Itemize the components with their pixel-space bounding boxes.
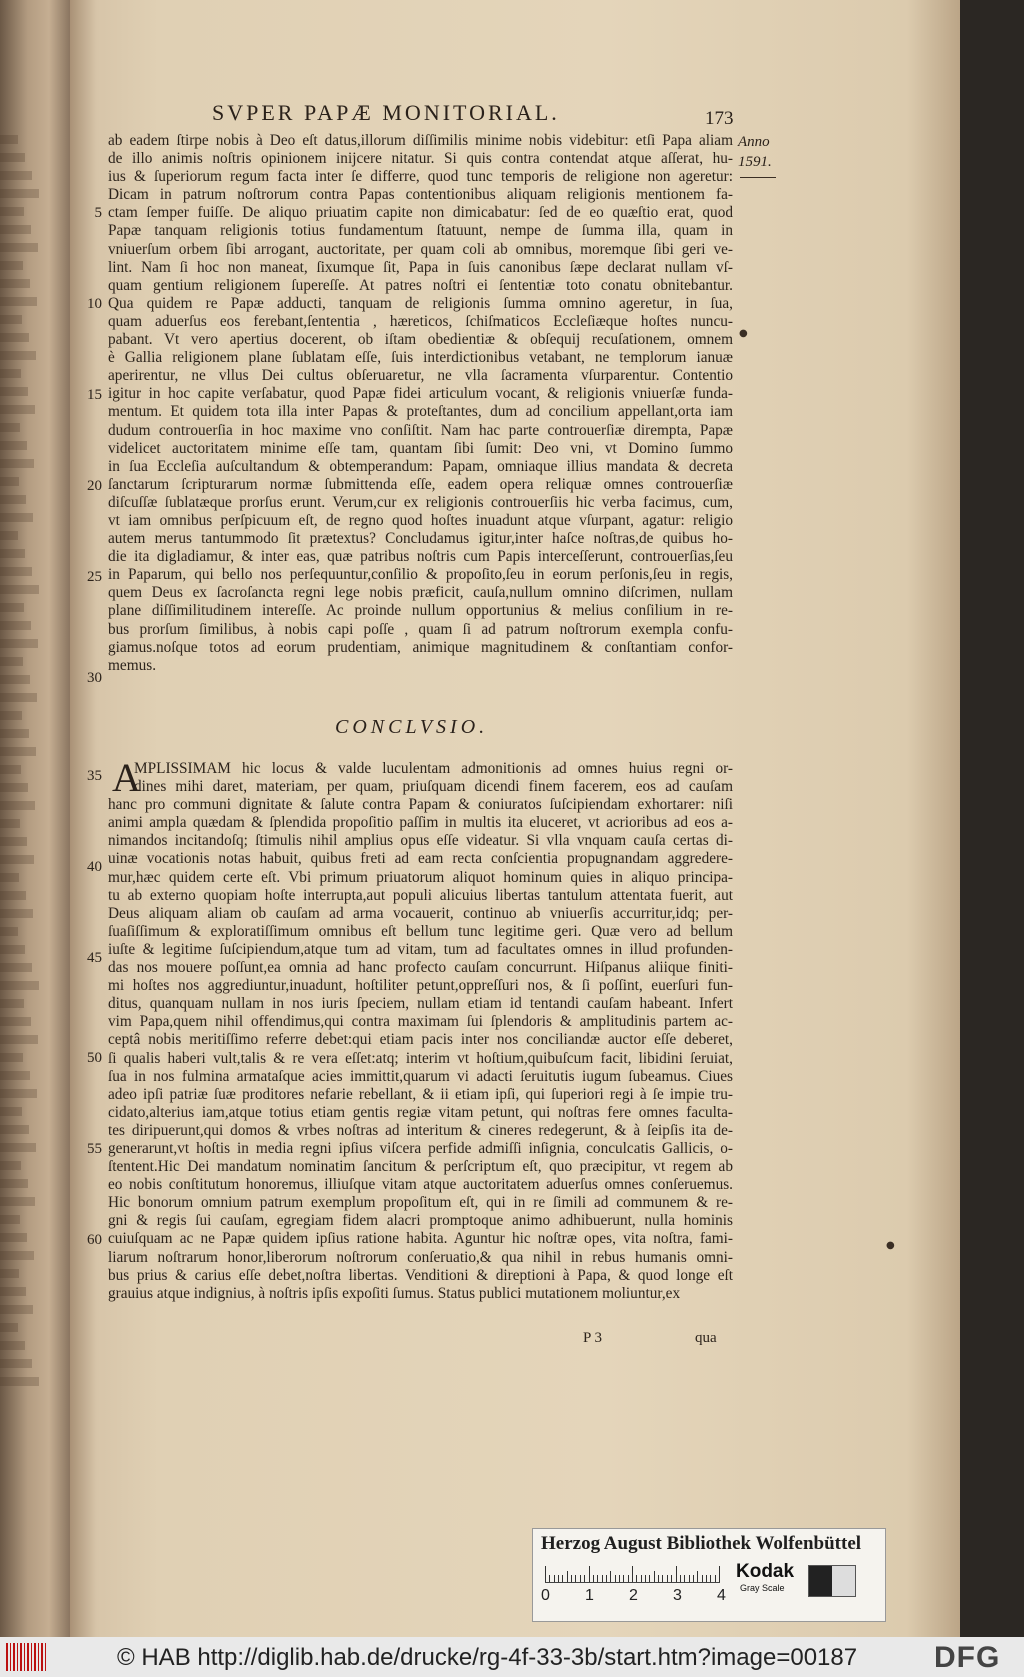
ruler-tick (584, 1575, 585, 1582)
gray-patch (808, 1565, 856, 1597)
text-line: plane diſſimilitudinem intereſſe. Ac proinde nullum opportunius & melius conſilium in re- (108, 602, 733, 620)
source-url[interactable]: © HAB http://diglib.hab.de/drucke/rg-4f-33-3b/start.htm?image=00187 (117, 1644, 858, 1671)
bleed-through-mark (0, 657, 23, 666)
text-line: vniuerſum orbem ſibi arrogant, auctoritate, per quam coli ab omnibus, moremque ſibi geri ve- (108, 240, 733, 258)
bleed-through-mark (0, 441, 27, 450)
bleed-through-mark (0, 693, 37, 702)
text-line: die ita digladiamur, & inter eas, quæ patribus noſtris cum Papis interceſſerunt, controuerſias,ſeu (108, 548, 733, 566)
bleed-through-mark (0, 549, 25, 558)
dfg-logo: DFG (934, 1641, 1001, 1674)
ruler-tick (702, 1575, 703, 1582)
bleed-through-mark (0, 1053, 23, 1062)
line-number: 45 (87, 950, 102, 966)
bleed-through-mark (0, 387, 28, 396)
bleed-through-mark (0, 1377, 39, 1386)
ruler-tick (632, 1566, 633, 1582)
ruler-tick (658, 1575, 659, 1582)
bleed-through-mark (0, 999, 24, 1008)
line-number: 25 (87, 569, 102, 585)
text-line: cuiuſquam ac ne Papæ quidem ipſius ratione habita. Aguntur hic noſtræ opes, vita noſtra, fami- (108, 1230, 733, 1248)
text-line: liarum noſtrarum honor,liberorum noſtrorum conſeruatio,& qua nihil in rebus humanis omni- (108, 1248, 733, 1266)
text-line: diſcuſſæ ſublatæque prorſus erunt. Verum,cur ex religionis controuerſiis hic verba facimus, cum, (108, 493, 733, 511)
text-line: Dicam in patrum noſtrorum contra Papas contentionibus aliquam religionis mentionem fa- (108, 186, 733, 204)
bleed-through-mark (0, 1341, 25, 1350)
bleed-through-mark (0, 531, 18, 540)
bleed-through-mark (0, 297, 37, 306)
bleed-through-mark (0, 981, 39, 990)
text-line: lint. Nam ſi hoc non maneat, ſixumque ſit, Papa in ſuis canonibus ſæpe declarat nullam vſ- (108, 258, 733, 276)
bleed-through-mark (0, 153, 25, 162)
ruler-tick (580, 1575, 581, 1582)
kodak-logo: Kodak (736, 1561, 795, 1582)
bleed-through-mark (0, 1197, 35, 1206)
text-line: quem Deus ex ſacroſancta regni lege nobis præficit, cauſa,nullum omnino diſcrimen, nullam (108, 584, 733, 602)
body-text-part-2 (108, 755, 733, 1303)
ruler-tick (636, 1575, 637, 1582)
bleed-through-mark (0, 1125, 29, 1134)
ruler-tick (619, 1575, 620, 1582)
barcode-icon (6, 1643, 48, 1671)
text-line: bus prius & carius eſſe debet,noſtra libertas. Venditioni & direptioni à Papa, & quod longe eſt (108, 1266, 733, 1284)
text-line: ſi qualis haberi vult,talis & re vera eſſet:atq; interim vt hoſtium,quibuſcum facit, libidini ſeruiat, (108, 1049, 733, 1067)
line-number: 20 (87, 478, 102, 494)
ruler-tick (710, 1575, 711, 1582)
gray-scale-label: Gray Scale (740, 1583, 785, 1593)
bleed-through-mark (0, 495, 26, 504)
bleed-through-mark (0, 711, 22, 720)
bleed-through-mark (0, 1089, 37, 1098)
text-line: Qua quidem re Papæ adducti, tanquam de religionis ſumma omnino ageretur, in ſua, (108, 294, 733, 312)
bleed-through-mark (0, 1215, 20, 1224)
viewer-footer (0, 1637, 1024, 1677)
bleed-through-mark (0, 243, 38, 252)
text-line: pabant. Vt vero apertius docerent, ob iſtam obedientiæ & obſequij recuſationem, omnem (108, 331, 733, 349)
ruler-tick (610, 1571, 611, 1582)
line-number: 5 (94, 205, 102, 221)
ruler-tick (706, 1575, 707, 1582)
text-line: in Paparum, qui bello nos perſequuntur,conſilio & propoſito,ſeu in eorum perſonis,ſeu in regis, (108, 566, 733, 584)
bleed-through-mark (0, 783, 28, 792)
bleed-through-mark (0, 171, 32, 180)
bleed-through-mark (0, 333, 29, 342)
bleed-through-mark (0, 1287, 26, 1296)
ruler-tick (645, 1575, 646, 1582)
text-line: uinæ vocationis notas habuit, quibus freti ad eam recta conſcientia propugnandam aggredere- (108, 850, 733, 868)
ruler-tick (641, 1575, 642, 1582)
text-line: ditus, quanquam nullam in nos iuris ſpeciem, nullam etiam id tentandi cauſam habeant. Infert (108, 995, 733, 1013)
text-line: Deus aliquam aliam ob cauſam ad arma vocauerit, continuo ab vniuerſis accurritur,idq; per- (108, 904, 733, 922)
bleed-through-mark (0, 873, 19, 882)
facing-page-edge (0, 0, 70, 1637)
text-line: de illo animis noſtris opinionem inijcere nitatur. Si quis contra contendat atque aſſerat, hu- (108, 150, 733, 168)
bleed-through-mark (0, 1071, 30, 1080)
ruler-tick (606, 1575, 607, 1582)
text-line: cidato,alterius iam,atque totius etiam gentis regiæ vitam petunt, qui noſtras fere omnes faculta- (108, 1103, 733, 1121)
text-line: ceptâ nobis meritiſſimo referre debet:qui etiam pacis inter nos conciliandæ auctor eſſe deberet, (108, 1031, 733, 1049)
bleed-through-mark (0, 135, 18, 144)
text-line: ab eadem ſtirpe nobis à Deo eſt datus,illorum diſſimilis minime nobis videbitur: etſi Papa aliam (108, 132, 733, 149)
ruler-tick (671, 1575, 672, 1582)
bleed-through-mark (0, 1323, 18, 1332)
ruler-tick (715, 1575, 716, 1582)
ruler-tick (602, 1575, 603, 1582)
text-line: ſuaſiſſimum & exploratiſſimum omnibus eſt bellum tunc legitime geri. Quæ vero ad bellum (108, 922, 733, 940)
catchword: qua (695, 1330, 717, 1346)
ruler-tick (575, 1575, 576, 1582)
text-line: gni & regis ſui cauſam, egregiam fidem alacri promptoque animo adhibuerunt, nulla hominis (108, 1212, 733, 1230)
margin-mark: ● (739, 328, 748, 339)
text-line: mi hoſtes nos aggrediuntur,inuadunt, hoſtiliter petunt,oppreſſuri nos, & ſi poſſint, euerſuri fun- (108, 977, 733, 995)
bleed-through-mark (0, 567, 32, 576)
text-line: ſanctarum ſcripturarum normæ ſubmittenda eſſe, eadem opera reliquæ omnes controuerſiæ (108, 475, 733, 493)
ruler-tick (719, 1566, 720, 1582)
bleed-through-mark (0, 675, 30, 684)
text-line: eo nobis conſtitutum honoremus, illiuſque vitam atque auctoritatem aduerſus omnes conſeruemus. (108, 1176, 733, 1194)
text-line: autem merus tantummodo ſit prætextus? Concludamus igitur,inter haſce noſtras,de quibus ho- (108, 530, 733, 548)
text-line: grauius atque indignius, à noſtris ipſis expoſiti ſumus. Status publici mutationem moliuntur,ex (108, 1284, 681, 1302)
ruler-tick (680, 1575, 681, 1582)
bleed-through-mark (0, 945, 25, 954)
text-line: è Gallia religionem plane ſublatam eſſe, ſuis interdictionibus vetabant, ne templorum ianuæ (108, 349, 733, 367)
bleed-through-mark (0, 927, 18, 936)
text-line: animi ampla quædam & ſplendida propoſitio paſſim in multis ita eluceret, vt acrioribus ad eos a- (108, 814, 733, 832)
ruler-tick (623, 1575, 624, 1582)
margin-note-year (738, 132, 788, 172)
ruler-tick (593, 1575, 594, 1582)
ruler-tick (571, 1575, 572, 1582)
bleed-through-mark (0, 1035, 38, 1044)
ruler-number: 3 (673, 1587, 682, 1604)
margin-mark: ● (886, 1240, 895, 1251)
line-number: 60 (87, 1232, 102, 1248)
line-number: 40 (87, 859, 102, 875)
text-line: aperirentur, ne vllus Dei cultus obſeruaretur, ne vlla ſacramenta vſurparentur. Contentio (108, 367, 733, 385)
text-line: nimandos incitandoſq; ſtimulis nihil amplius opus eſſe videatur. Si vlla vnquam cauſa certas di- (108, 832, 733, 850)
ruler-tick (597, 1575, 598, 1582)
bleed-through-mark (0, 603, 24, 612)
text-line: memus. (108, 656, 157, 674)
margin-anno: Anno (738, 134, 770, 150)
bleed-through-mark (0, 315, 22, 324)
bleed-through-mark (0, 207, 24, 216)
bleed-through-mark (0, 1233, 27, 1242)
bleed-through-mark (0, 513, 33, 522)
scale-ruler (545, 1564, 720, 1583)
text-line: hanc pro communi dignitate & ſalute contra Papam & coniuratos ſuſcipiendam exhortarer: niſi (108, 796, 733, 814)
ruler-tick (667, 1575, 668, 1582)
text-line: iuſte & legitime ſuſcipiendum,atque tum ad vitam, tum ad facultates omnes in illud profunden- (108, 940, 733, 958)
ruler-tick (654, 1571, 655, 1582)
text-line: vim Papa,quem nihil offendimus,qui contra maximam ſui ſplendoris & amplitudinis partem ac- (108, 1013, 733, 1031)
bleed-through-mark (0, 351, 36, 360)
bleed-through-mark (0, 279, 30, 288)
drop-capital: A (112, 755, 141, 800)
ruler-tick (615, 1575, 616, 1582)
text-line: mur,hæc quidem certe eſt. Vbi primum priuatorum aliquot hominum quies in aliquo principa- (108, 868, 733, 886)
color-scale-card (532, 1528, 886, 1622)
ruler-tick (697, 1571, 698, 1582)
bleed-through-mark (0, 477, 19, 486)
line-number: 55 (87, 1141, 102, 1157)
text-line: dudum controuerſia in hoc maxime vno conſiſtit. Nam hac parte controuerſiæ dirempta, Papæ (108, 421, 733, 439)
ruler-number: 0 (541, 1587, 550, 1604)
line-number: 10 (87, 296, 102, 312)
ruler-tick (628, 1575, 629, 1582)
bleed-through-mark (0, 963, 32, 972)
ruler-tick (558, 1575, 559, 1582)
bleed-through-mark (0, 621, 31, 630)
bleed-through-mark (0, 1107, 22, 1116)
text-line: dines mihi daret, materiam, per quam, priuſquam dicendi finem facerem, eos ad cauſam (134, 778, 733, 796)
ruler-tick (649, 1575, 650, 1582)
bleed-through-mark (0, 1359, 32, 1368)
text-line: quam gentium religionem ſupereſſe. At patres noſtri ei ſententiæ toto conatu obnitebantur. (108, 276, 733, 294)
bleed-through-mark (0, 855, 34, 864)
bleed-through-mark (0, 1269, 19, 1278)
bleed-through-mark (0, 819, 20, 828)
ruler-tick (689, 1575, 690, 1582)
ruler-tick (676, 1566, 677, 1582)
text-line: Papæ tanquam religionis totius fundamentum ſtatuunt, nempe de ſumma illa, quam in (108, 222, 733, 240)
bleed-through-mark (0, 801, 35, 810)
ruler-tick (589, 1566, 590, 1582)
text-line: videlicet auctoritatem minime eſſe tam, quantam ſibi ſumit: Deo vni, vt Domino ſummo (108, 439, 733, 457)
text-line: MPLISSIMAM hic locus & valde luculentam admonitionis ad omnes huius regni or- (134, 760, 733, 777)
bleed-through-mark (0, 1305, 33, 1314)
ruler-number: 1 (585, 1587, 594, 1604)
bleed-through-mark (0, 837, 27, 846)
bleed-through-mark (0, 225, 31, 234)
library-name: Herzog August Bibliothek Wolfenbüttel (541, 1533, 862, 1554)
ruler-number: 2 (629, 1587, 638, 1604)
text-line: in ſua Eccleſia auſcultandum & obtemperandum: Papam, omniaque illius mandata & decreta (108, 457, 733, 475)
text-line: Hic bonorum omnium patrum exemplum propoſitum eſt, qui in re ſimili ad communem & re- (108, 1194, 733, 1212)
text-line: giamus.noſque totos ad eorum prudentiam, animique magnitudinem & conſtantiam confor- (108, 638, 733, 656)
line-number: 35 (87, 768, 102, 784)
ruler-tick (567, 1571, 568, 1582)
bleed-through-mark (0, 639, 38, 648)
scan-background (960, 0, 1024, 1637)
line-number: 15 (87, 387, 102, 403)
text-line: generarunt,vt hoſtis in media regni ipſius viſcera perfide admiſſi inſignia, conculcatis Gallicis, o- (108, 1139, 733, 1157)
text-line: quam aduerſus eos ferebant,ſententia , hæreticos, ſchiſmaticos Eccleſiæque hoſtes nuncu- (108, 312, 733, 330)
bleed-through-mark (0, 909, 33, 918)
bleed-through-mark (0, 261, 23, 270)
line-number: 50 (87, 1050, 102, 1066)
text-line: bus prorſum ſimilibus, à nobis capi poſſe , quam ſi ad patrum noſtrorum exempla confu- (108, 620, 733, 638)
text-line: tu ab externo quopiam hoſte interrupta,aut populi alicuius libertas tantulum attentata fuerit, aut (108, 886, 733, 904)
bleed-through-mark (0, 189, 39, 198)
text-line: vt iam omnibus perſpicuum eſt, de regno quod hoſtes inuadunt atque vſurpant, agatur: religio (108, 511, 733, 529)
running-head: SVPER PAPÆ MONITORIAL. (212, 100, 560, 125)
bleed-through-mark (0, 585, 39, 594)
ruler-tick (662, 1575, 663, 1582)
body-text-part-1 (108, 132, 733, 675)
line-number: 30 (87, 670, 102, 686)
ruler-tick (549, 1575, 550, 1582)
bleed-through-mark (0, 747, 36, 756)
ruler-tick (693, 1575, 694, 1582)
ruler-tick (684, 1575, 685, 1582)
bleed-through-mark (0, 729, 29, 738)
section-heading: CONCLVSIO. (335, 716, 489, 738)
bleed-through-mark (0, 369, 21, 378)
ruler-tick (562, 1575, 563, 1582)
text-line: tes diripuerunt,qui domos & vrbes noſtras ad interitum & cineres redegerunt, & à ſeipſis ita de- (108, 1121, 733, 1139)
text-line: ſtentent.Hic Dei mandatum nominatim ſancitum & perſcriptum eſt, quo præcipitur, vt regem ab (108, 1158, 733, 1176)
ruler-tick (545, 1566, 546, 1582)
text-line: mentum. Et quidem tota illa inter Papas & proteſtantes, dum ad concilium appellant,orta iam (108, 403, 733, 421)
bleed-through-mark (0, 1251, 34, 1260)
ruler-number: 4 (717, 1587, 726, 1604)
margin-year: 1591. (738, 154, 772, 170)
bleed-through-mark (0, 891, 26, 900)
text-line: ſua in nos fulmina armataſque acies immittit,quarum vi adacti ſeruitutis iugum ſubeamus. Ciues (108, 1067, 733, 1085)
signature-mark: P 3 (583, 1330, 603, 1346)
bleed-through-mark (0, 423, 20, 432)
bleed-through-mark (0, 765, 21, 774)
text-line: ius & ſuperiorum regum facta inter ſe differre, quod tunc temporis de religione non ageretur: (108, 168, 733, 186)
page-number: 173 (705, 108, 734, 129)
text-line: igitur in hoc capite verſabatur, quod Papæ fidei articulum vocant, & religionis vniuerſæ funda- (108, 385, 733, 403)
text-line: ctam ſemper fuiſſe. De aliquo priuatim capite non dimicabatur: ſed de eo quæſtio erat, quod (108, 204, 733, 222)
margin-rule (740, 177, 776, 178)
bleed-through-mark (0, 1017, 31, 1026)
text-line: das nos mouere poſſunt,ea omnia ad hanc profecto cauſam concurrunt. Hiſpanus aliique finiti- (108, 959, 733, 977)
ruler-tick (554, 1575, 555, 1582)
bleed-through-mark (0, 459, 34, 468)
text-line: adeo ipſi patriæ ſuæ proditores nefarie rebellant, & ii etiam ipſi, qui ſuperiori regi à ſe impie tru- (108, 1085, 733, 1103)
bleed-through-mark (0, 1143, 36, 1152)
bleed-through-mark (0, 1161, 21, 1170)
bleed-through-mark (0, 1179, 28, 1188)
bleed-through-mark (0, 405, 35, 414)
